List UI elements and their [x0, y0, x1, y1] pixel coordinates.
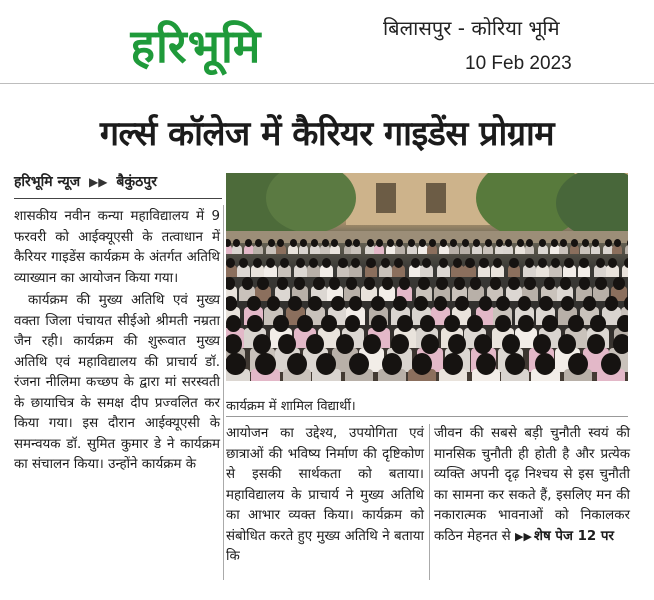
paragraph: आयोजन का उद्देश्य, उपयोगिता एवं छात्राओं की भविष्य निर्माण की दृष्टिकोण से इसकी सार्थकता को बताया। महाविद्यालय के प्राचार्य ने मुख्य अतिथि का आभार व्यक्त किया। कार्यक्रम को संबोधित करते हुए मुख्य अतिथि ने बताया कि [226, 426, 424, 564]
continued-label: शेष पेज 12 पर [533, 528, 614, 544]
column-divider [429, 424, 430, 580]
continued-arrow-icon: ▶▶ [514, 529, 532, 543]
continued-on-page[interactable] [515, 529, 614, 544]
byline-arrow-icon: ▶▶ [89, 175, 108, 189]
crowd-illustration [226, 235, 628, 381]
paragraph: शासकीय नवीन कन्या महाविद्यालय में 9 फरवरी को आईक्यूएसी के तत्वाधान में कैरियर गाइडेंस कार्यक्रम के अंतर्गत अतिथि व्याख्यान का आयोजन किया गया। [14, 209, 220, 286]
newspaper-logo: हरिभूमि [130, 19, 262, 73]
photo-caption: कार्यक्रम में शामिल विद्यार्थी। [226, 399, 356, 414]
caption-divider [226, 416, 628, 417]
byline [14, 172, 224, 196]
edition-label: बिलासपुर - कोरिया भूमि [383, 16, 560, 40]
paragraph: कार्यक्रम की मुख्य अतिथि एवं मुख्य वक्ता जिला पंचायत सीईओ श्रीमती नम्रता जैन रही। कार्यक्रम की शुरूवात मुख्य अतिथि एवं महाविद्यालय की प्राचार्य डॉ. रंजना नीलिमा कच्छप के द्वारा मां सरस्वती के छायाचित्र के समक्ष दीप प्रज्वलित कर किया गया। इस दौरान आईक्यूएसी के समन्वयक डॉ. सुमित कुमार डे ने कार्यक्रम का संचालन किया। उन्होंने कार्यक्रम के [14, 293, 220, 472]
article-headline: गर्ल्स कॉलेज में कैरियर गाइडेंस प्रोग्राम [99, 114, 555, 154]
event-photo [226, 173, 628, 381]
article-column-1 [14, 207, 220, 476]
column-divider [223, 205, 224, 580]
article-column-2 [226, 424, 424, 568]
publication-date: 10 Feb 2023 [465, 53, 572, 74]
masthead [0, 0, 654, 84]
byline-source: हरिभूमि न्यूज [14, 174, 81, 190]
byline-divider [14, 198, 222, 199]
paragraph-text: जीवन की सबसे बड़ी चुनौती स्वयं की मानसिक चुनौती ही होती है और प्रत्येक व्यक्ति अपनी दृढ़ निश्चय से इस चुनौती का सामना कर सकते हैं, इसलिए मन की नकारात्मक भावनाओं को निकालकर कठिन मेहनत से [434, 426, 630, 544]
byline-place: बैकुंठपुर [116, 174, 157, 190]
article-column-3 [434, 424, 630, 547]
paragraph [434, 424, 630, 547]
